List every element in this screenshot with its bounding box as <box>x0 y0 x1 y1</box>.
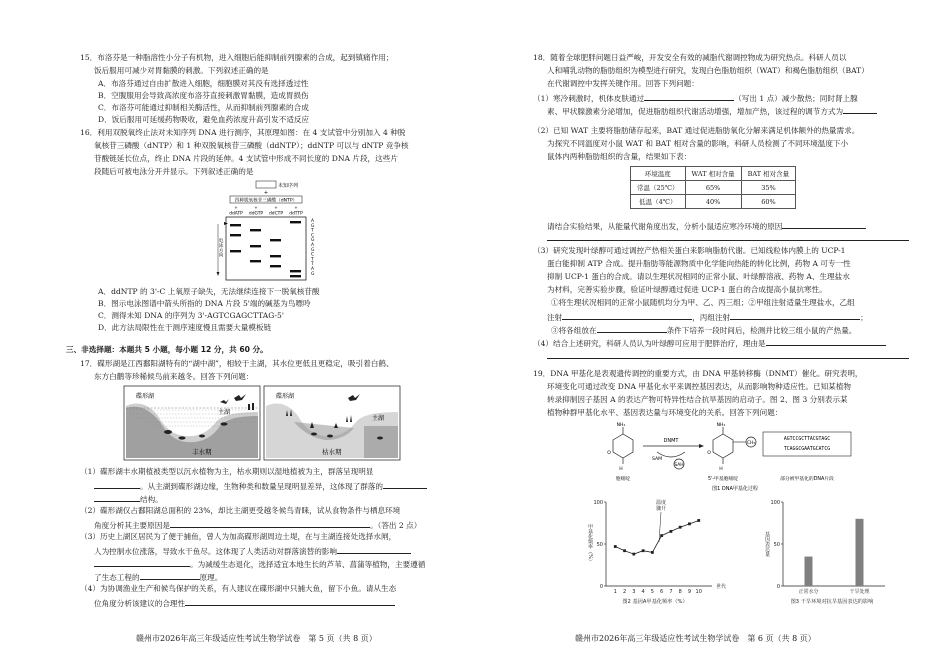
q19-stem-3: 转录抑制因子基因 A 的表达产物可特异性结合抗旱基因的启动子。图 2、图 3 分别表示某 <box>547 395 848 404</box>
q16-stem-2: 氧核苷三磷酸（dNTP）和 1 种双脱氧核苷三磷酸（ddNTP）；ddNTP 可以与 dNTP 竞争核 <box>94 141 409 150</box>
caption-dna-fragment: 部分被甲基化的DNA片段 <box>780 477 834 482</box>
answer-blank[interactable] <box>94 558 190 567</box>
chart2-title: 图2 基因A甲基化频率（%） <box>622 599 688 605</box>
svg-text:+: + <box>234 206 238 211</box>
gel-electrophoresis-figure <box>214 178 334 284</box>
x-tick-label: 10 <box>695 589 702 595</box>
q18-sub3-d: 为材料，完善实验步骤，验证叶绿醇通过促进 UCP-1 蛋白的合成提高小鼠抗寒性。 <box>547 285 827 294</box>
x-tick-label: 3 <box>632 589 636 595</box>
x-tick-label: 9 <box>687 589 692 595</box>
answer-blank[interactable] <box>170 519 370 528</box>
x-tick-label: 1 <box>613 589 617 595</box>
q15-option-a: A．布洛芬通过自由扩散进入细胞，细胞膜对其没有选择透过性 <box>98 79 309 88</box>
q17-sub3-c: 。为减缓生态退化，选择适宜本地生长的芦苇、菖蒲等植物，主要遵循 <box>94 558 425 570</box>
table-header: 环境温度 <box>631 167 686 181</box>
svg-text:O: O <box>607 451 611 456</box>
dna-seq-top: AGTCCGCTTACGTAGC <box>783 437 831 442</box>
methylation-frequency-chart <box>580 492 730 612</box>
table-cell: 35% <box>741 181 796 195</box>
svg-text:H: H <box>619 467 623 472</box>
lake-wet-season-figure <box>124 386 260 460</box>
q17-sub1-c: 结构。 <box>94 493 163 505</box>
q17-sub2-b: 角度分析其主要原因是 。（答出 2 点） <box>94 521 422 530</box>
data-point <box>632 553 635 556</box>
x-tick-label: 7 <box>669 589 673 595</box>
q18-sub2-a: （2）已知 WAT 主要将脂肪储存起来，BAT 通过促进脂肪氧化分解来满足机体额外的热量需求。 <box>533 126 860 135</box>
x-tick-label: 5 <box>650 589 654 595</box>
q18-sub3-e: ①将生理状况相同的正常小鼠随机均分为甲、乙、丙三组；②甲组注射适量生理盐水，乙组 <box>551 298 855 307</box>
answer-blank[interactable] <box>597 324 667 333</box>
q17-sub3-d: 了生态工程的 原理。 <box>94 573 223 582</box>
table-cell: 低温（4℃） <box>631 195 686 209</box>
answer-blank[interactable] <box>562 311 692 320</box>
answer-blank[interactable] <box>337 545 411 554</box>
lake-period-dry: 枯水期 <box>322 448 342 456</box>
q16-stem-4: 段随后可被电泳分开并显示。下列叙述正确的是 <box>94 167 254 176</box>
answer-blank[interactable] <box>843 105 877 114</box>
q16-stem-1: 16．利用双脱氧终止法对未知序列 DNA 进行测序，其原理如图：在 4 支试管中分别加入 4 种脱 <box>80 128 406 137</box>
q17-sub3-b: 人为控制水位涨落，导致水干鱼尽。这体现了人类活动对群落演替的影响 <box>94 545 411 557</box>
bar <box>805 557 813 586</box>
q18-stem-3: 在代谢调控中发挥关键作用。回答下列问题： <box>547 79 699 88</box>
y-tick-label: 0 <box>776 583 780 590</box>
answer-blank[interactable] <box>730 311 860 320</box>
table-cell: 常温（25℃） <box>631 181 686 195</box>
table-row <box>631 181 796 195</box>
svg-text:NH₂: NH₂ <box>716 423 726 428</box>
q18-sub4-b <box>547 350 909 362</box>
q18-sub4-a: （4）结合上述研究，科研人员认为叶绿醇可应用于肥胖治疗，理由是 <box>533 337 886 349</box>
answer-blank[interactable] <box>547 232 909 241</box>
q15-option-d: D．饭后服用可延缓药物吸收，避免血药浓度升高引发不适反应 <box>98 115 310 124</box>
q15-stem-2: 饭后服用可减少对胃黏膜的刺激。下列叙述正确的是 <box>94 66 269 75</box>
q15-option-c: C．布洛芬可能通过抑制相关酶活性，从而抑制前列腺素的合成 <box>98 103 309 112</box>
data-point <box>642 549 645 552</box>
table-cell: 40% <box>685 195 741 209</box>
q17-sub1-a: （1）碟形湖丰水期植被类型以沉水植物为主，枯水期则以湿地植被为主，群落呈现明显 <box>80 467 374 476</box>
q17-stem-1: 17．碟形湖是江西鄱阳湖特有的“湖中湖”，相较于主湖，其水位更低且更稳定，吸引着白鹤、 <box>80 359 394 368</box>
q19-stem-2: 环境变化可通过改变 DNA 甲基化水平来调控基因表达，从而影响物种适应性。已知某植物 <box>547 382 852 391</box>
svg-text:+: + <box>294 206 298 211</box>
annotation-label: 温度 <box>655 500 667 506</box>
annotation-label-2: 骤升 <box>655 506 667 512</box>
answer-blank[interactable] <box>140 571 200 580</box>
answer-blank[interactable] <box>782 220 866 229</box>
q16-option-d: D．此方法局限性在于测序速度慢且需要大量模板链 <box>98 323 272 332</box>
answer-blank[interactable] <box>644 92 734 101</box>
x-tick-label: 6 <box>660 589 664 595</box>
section-3-heading: 三、非选择题：本题共 5 小题，每小题 12 分，共 60 分。 <box>66 345 268 354</box>
svg-text:H: H <box>719 467 723 472</box>
answer-blank[interactable] <box>185 597 395 606</box>
y-tick-label: 0 <box>599 583 603 590</box>
lane-label-ddatp: ddATP <box>229 211 243 217</box>
right-footer: 赣州市2026年高三年级适应性考试生物学试卷 第 6 页（共 8 页） <box>575 634 816 643</box>
q15-option-b: B．空腹服用会导致高浓度布洛芬直接刺激胃黏膜，造成胃损伤 <box>98 91 309 100</box>
q18-sub3-a: （3）研究发现叶绿醇可通过调控产热相关蛋白来影响脂肪代谢。已知线粒体内膜上的 UCP-1 <box>533 246 846 255</box>
table-header: BAT 相对含量 <box>741 167 796 181</box>
fig1-title: 图1 DNA甲基化过程 <box>712 486 758 492</box>
data-point <box>651 551 654 554</box>
x-axis-label: 世代 <box>716 584 727 590</box>
ch3-label: CH₃ <box>746 441 756 446</box>
caption-methylcytosine: 5'-甲基胞嘧啶 <box>707 477 739 482</box>
y-tick-label: 100 <box>770 499 780 506</box>
left-footer: 赣州市2026年高三年级适应性考试生物学试卷 第 5 页（共 8 页） <box>136 634 377 643</box>
answer-blank[interactable] <box>766 337 886 346</box>
gel-dntp-label: 四种脱氧核苷三磷酸（dNTP） <box>234 198 298 204</box>
lake-label-dish-1: 碟形湖 <box>136 393 155 400</box>
data-point <box>688 522 691 525</box>
q17-sub4-a: （4）为协调渔业生产和候鸟保护的关系，有人建议在碟形湖中只捕大鱼，留下小鱼。请从生态 <box>80 584 397 593</box>
q19-stem-4: 植物种群甲基化水平、基因表达量与环境变化的关系。回答下列问题： <box>547 408 783 417</box>
fat-tissue-table <box>630 166 796 209</box>
y-tick-label: 100 <box>593 499 603 506</box>
lake-dry-season-figure <box>264 386 400 460</box>
caption-cytosine: 胞嘧啶 <box>615 477 631 482</box>
y-axis-label: 甲基化频率（%） <box>587 524 593 564</box>
table-row <box>631 195 796 209</box>
gel-plus: + <box>263 190 269 196</box>
category-label: 正常水分 <box>798 589 819 595</box>
x-tick-label: 4 <box>641 589 645 595</box>
q18-sub3-g: ③将各组放在 条件下培养一段时间后，检测并比较三组小鼠的产热量。 <box>551 326 857 335</box>
answer-blank[interactable] <box>94 480 140 489</box>
gene-expression-chart <box>757 492 907 612</box>
q15-stem-1: 15．布洛芬是一种脂溶性小分子有机物，进入细胞后能抑制前列腺素的合成，起到镇痛作用； <box>80 53 394 62</box>
electrophoresis-direction-label: 电泳方向 <box>217 238 223 258</box>
lake-period-wet: 丰水期 <box>192 448 212 456</box>
q18-sub1-a: （1）寒冷刺激时，机体皮肤通过 （写出 1 点）减少散热；同时肾上腺 <box>533 94 858 103</box>
q18-sub1-b: 素、甲状腺激素分泌增加，促进脂肪组织代谢活动增强，增加产热，该过程的调节方式为 <box>547 105 877 117</box>
category-label: 干旱处理 <box>849 589 870 595</box>
y-tick-label: 50 <box>596 541 603 548</box>
sam-label: SAM <box>651 457 663 462</box>
q18-sub3-c: 抑制 UCP-1 蛋白的合成。请以生理状况相同的正常小鼠、叶绿醇溶液、药物 A、生理盐水 <box>547 272 850 281</box>
q17-sub2-a: （2）碟形湖仅占鄱阳湖总面积的 23%，却比主湖更受越冬候鸟青睐，试从食物条件与栖息环境 <box>80 506 401 515</box>
answer-blank[interactable] <box>94 493 140 502</box>
q18-sub2-c: 鼠体内两种脂肪组织的含量，结果如下表： <box>547 152 692 161</box>
lane-label-ddctp: ddCTP <box>269 211 283 217</box>
table-header-row <box>631 167 796 181</box>
q16-option-a: A．ddNTP 的 3'-C 上氧原子缺失，无法继续连接下一脱氧核苷酸 <box>98 287 320 296</box>
lake-label-main-2: 主湖 <box>372 415 385 422</box>
q17-sub3-a: （3）历史上湖区居民为了便于捕鱼，曾人为加高碟形湖周边土堤，在与主湖连接处选择水闸， <box>80 532 397 541</box>
series-line <box>615 520 698 554</box>
dna-seq-bottom: TCAGGCGAATGCATCG <box>783 447 831 452</box>
svg-text:+: + <box>254 206 258 211</box>
lake-label-dish-2: 碟形湖 <box>276 393 295 400</box>
table-header: WAT 相对含量 <box>685 167 741 181</box>
q16-option-b: B．图示电泳图谱中箭头所指的 DNA 片段 5'端的碱基为鸟嘌呤 <box>98 299 311 308</box>
q17-sub1-b: 。从主湖到碟形湖边缘，生物种类和数量呈现明显差异，这体现了群落的 <box>94 480 427 492</box>
table-cell: 65% <box>685 181 741 195</box>
q16-option-c: C．测得未知 DNA 的序列为 3'-AGTCGAGCTTAG-5' <box>98 311 284 320</box>
table-cell: 60% <box>741 195 796 209</box>
q18-sub3-b: 蛋白能抑制 ATP 合成。提升脂肪等能源物质中化学能向热能的转化比例，药物 A 可专一性 <box>547 259 851 268</box>
q18-stem-1: 18．随着全球肥胖问题日益严峻，开发安全有效的减脂代谢调控物成为研究热点。科研人员以 <box>533 53 847 62</box>
q16-stem-3: 苷酸链延长位点，终止 DNA 片段的延伸。4 支试管中形成不同长度的 DNA 片段，这些片 <box>94 154 398 163</box>
svg-text:+: + <box>274 206 278 211</box>
svg-text:O: O <box>707 451 711 456</box>
sah-label: SAH <box>674 463 684 468</box>
q19-stem-1: 19．DNA 甲基化是表观遗传调控的重要方式，由 DNA 甲基转移酶（DNMT）催化。研究表明， <box>533 369 863 378</box>
answer-blank[interactable] <box>547 350 909 359</box>
chart3-title: 图3 干旱环境对抗旱基因表达的影响 <box>790 599 874 605</box>
y-tick-label: 50 <box>773 541 780 548</box>
x-tick-label: 8 <box>678 589 682 595</box>
q17-sub4-b: 位角度分析该建议的合理性 <box>94 597 395 609</box>
q18-sub2-e <box>547 232 909 244</box>
q18-stem-2: 人和哺乳动物的脂肪组织为模型进行研究，发现白色脂肪组织（WAT）和褐色脂肪组织（BAT） <box>547 66 869 75</box>
data-point <box>670 530 673 533</box>
dna-methylation-figure <box>595 420 855 492</box>
data-point <box>660 534 663 537</box>
dnmt-label: DNMT <box>663 438 679 444</box>
q18-sub2-d: 请结合实验结果，从能量代谢角度出发，分析小鼠适应寒冷环境的原因 <box>547 220 866 232</box>
svg-text:NH₂: NH₂ <box>616 423 626 428</box>
q17-stem-2: 东方白鹳等珍稀候鸟前来越冬。回答下列问题： <box>94 372 254 381</box>
y-axis-label: 基因表达量 <box>764 531 770 557</box>
gel-sequence-label: A G T C G A G C T T A G <box>311 219 315 277</box>
right-page <box>475 0 950 672</box>
data-point <box>697 519 700 522</box>
lane-label-ddgtp: ddGTP <box>248 211 264 217</box>
lane-label-ddttp: ddTTP <box>289 211 303 217</box>
answer-blank[interactable] <box>383 480 427 489</box>
gel-unknown-label: 未知序列 <box>278 183 299 189</box>
lake-label-main-1: 主湖 <box>218 409 231 416</box>
x-tick-label: 2 <box>622 589 627 595</box>
bar <box>856 519 864 586</box>
data-point <box>614 545 617 548</box>
q18-sub3-f: 注射 ，丙组注射 ； <box>547 313 868 322</box>
data-point <box>679 526 682 529</box>
data-point <box>623 549 626 552</box>
q18-sub2-b: 为探究不同温度对小鼠 WAT 和 BAT 相对含量的影响，科研人员检测了不同环境温度下小 <box>547 139 849 148</box>
